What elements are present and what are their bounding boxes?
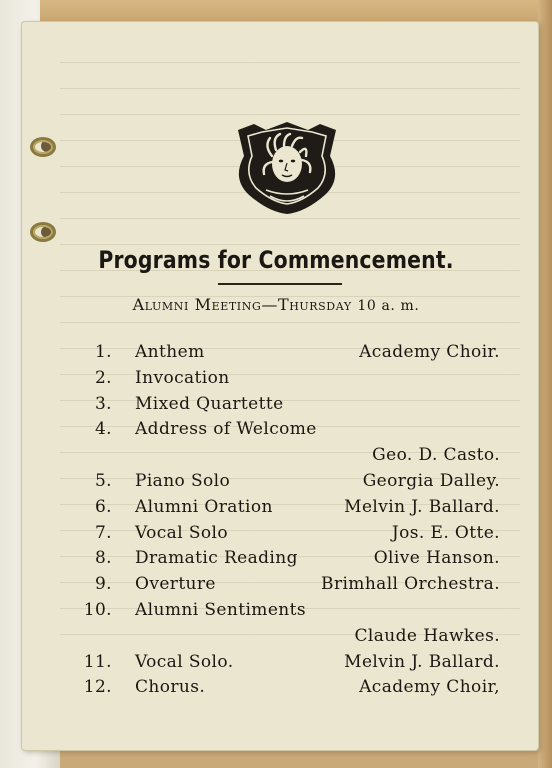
- program-item: [0, 574, 552, 600]
- program-item: [0, 445, 552, 471]
- item-title: Dramatic Reading: [135, 548, 298, 569]
- program-item: [0, 523, 552, 549]
- page-title: Programs for Commencement.: [98, 246, 454, 274]
- title-underline: [218, 283, 342, 285]
- item-performer: Academy Choir,: [359, 677, 500, 698]
- item-number: 7.: [94, 522, 112, 543]
- item-title: Chorus.: [135, 677, 206, 698]
- item-number: 4.: [94, 419, 112, 440]
- item-number: 9.: [94, 574, 112, 595]
- meeting-time: 10 a. m.: [357, 298, 420, 314]
- folder-edge: [40, 0, 552, 24]
- program-item: [0, 471, 552, 497]
- medusa-head-shield-icon: [226, 116, 348, 216]
- item-performer: Academy Choir.: [359, 342, 500, 362]
- meeting-name: Alumni Meeting—Thursday: [132, 295, 352, 314]
- item-performer: Georgia Dalley.: [362, 471, 500, 491]
- binder-ring: [30, 222, 56, 242]
- item-title: Piano Solo: [135, 471, 231, 491]
- item-number: 1.: [94, 342, 112, 362]
- item-performer: Melvin J. Ballard.: [344, 496, 500, 517]
- item-title: Mixed Quartette: [135, 393, 284, 414]
- item-number: 3.: [94, 393, 112, 414]
- item-title: Alumni Sentiments: [135, 600, 306, 620]
- item-performer: Geo. D. Casto.: [372, 445, 500, 466]
- program-item: [0, 626, 552, 652]
- program-item: [0, 677, 552, 703]
- item-performer: Jos. E. Otte.: [391, 522, 500, 543]
- program-item: [0, 394, 552, 420]
- item-title: Invocation: [135, 367, 230, 388]
- item-title: Anthem: [135, 342, 205, 362]
- item-number: 11.: [83, 651, 112, 672]
- item-number: 2.: [94, 367, 112, 388]
- item-number: 12.: [83, 677, 112, 698]
- item-title: Vocal Solo: [135, 522, 229, 543]
- item-performer: Melvin J. Ballard.: [344, 651, 500, 672]
- program-item: [0, 497, 552, 523]
- item-number: 10.: [83, 600, 112, 620]
- item-performer: Olive Hanson.: [373, 548, 500, 569]
- item-title: Address of Welcome: [135, 419, 317, 440]
- item-performer: Brimhall Orchestra.: [321, 574, 500, 595]
- meeting-subheading: [0, 295, 552, 314]
- item-title: Vocal Solo.: [135, 651, 234, 672]
- item-title: Alumni Oration: [135, 496, 273, 517]
- item-number: 6.: [94, 496, 112, 517]
- program-item: [0, 368, 552, 394]
- program-item: [0, 548, 552, 574]
- program-item: [0, 342, 552, 368]
- program-item: [0, 419, 552, 445]
- item-number: 5.: [94, 471, 112, 491]
- binder-ring: [30, 137, 56, 157]
- program-item: [0, 600, 552, 626]
- item-title: Overture: [135, 574, 216, 595]
- item-number: 8.: [94, 548, 112, 569]
- program-item: [0, 652, 552, 678]
- item-performer: Claude Hawkes.: [354, 625, 500, 646]
